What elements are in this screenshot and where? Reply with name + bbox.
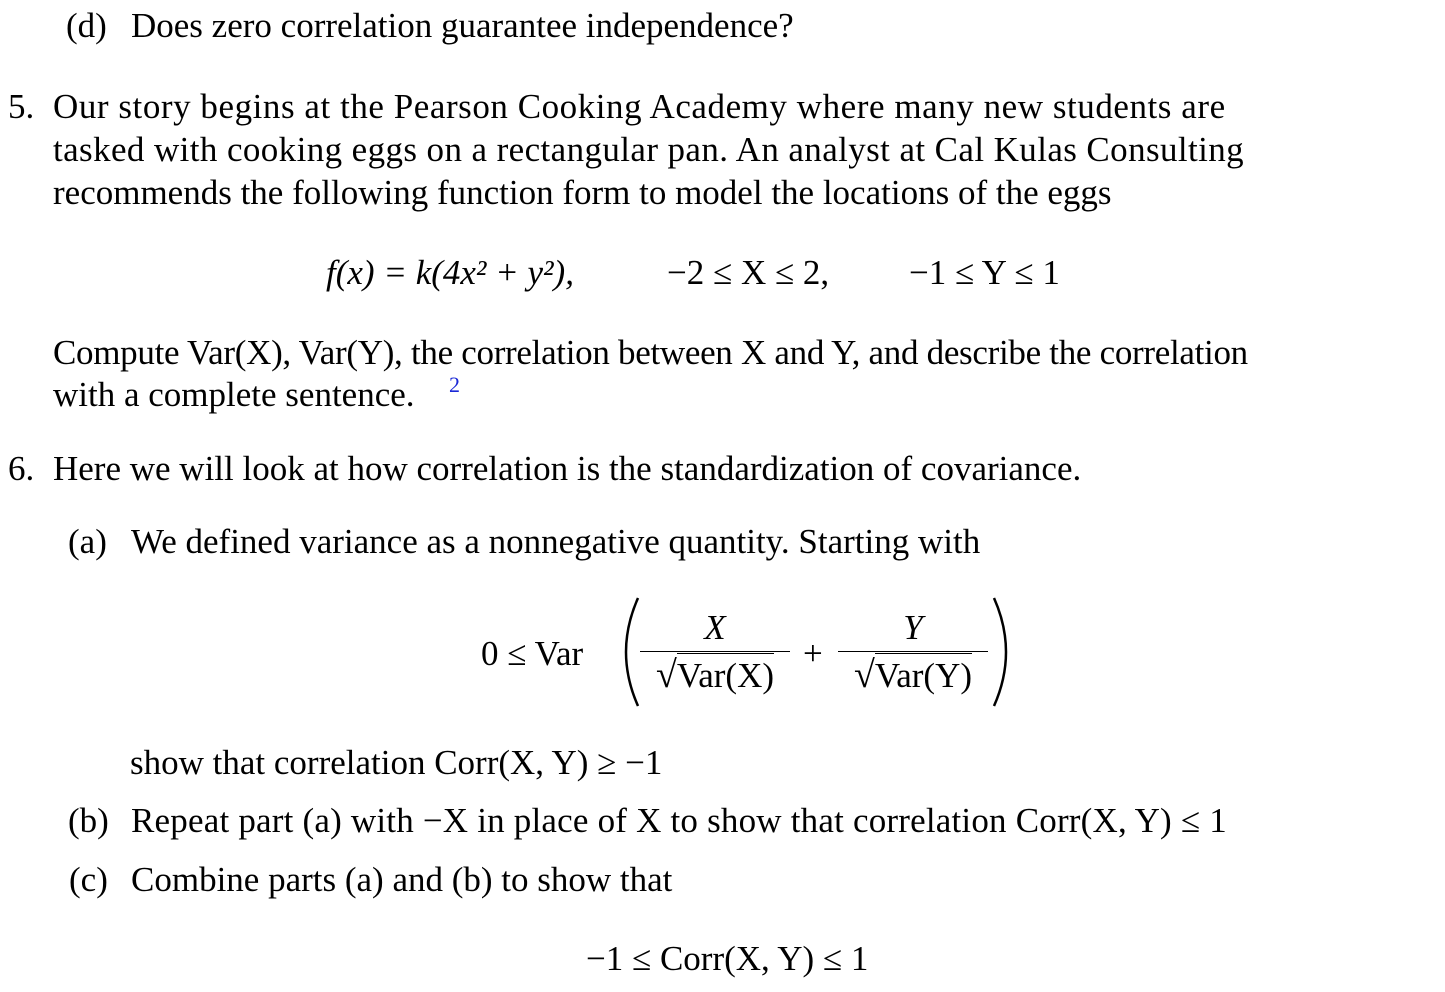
q6-number: 6. xyxy=(8,449,35,488)
footnote-reference[interactable]: 2 xyxy=(449,372,460,397)
q6a-label: (a) xyxy=(68,522,107,561)
q6a-frac2-denominator: Var(Y) xyxy=(875,653,972,695)
q4d-label: (d) xyxy=(66,6,107,45)
q6a-frac2-numerator: Y xyxy=(903,608,923,647)
q6a-fraction-2: Y √Var(Y) xyxy=(838,610,988,694)
q6b-text: Repeat part (a) with −X in place of X to show that correlation Corr(X, Y) ≤ 1 xyxy=(131,801,1227,840)
q6b-label: (b) xyxy=(68,801,109,840)
q6a-frac1-denominator: Var(X) xyxy=(677,653,774,695)
left-paren-large xyxy=(612,596,642,708)
q6a-text: We defined variance as a nonnegative quantity. Starting with xyxy=(131,522,981,561)
q6a-eq-prefix: 0 ≤ Var xyxy=(481,634,584,673)
q5-after-line-2: with a complete sentence. xyxy=(53,375,415,414)
q5-y-range: −1 ≤ Y ≤ 1 xyxy=(909,253,1060,292)
q5-line-1: Our story begins at the Pearson Cooking Academy where many new students are xyxy=(53,87,1226,126)
q5-x-range: −2 ≤ X ≤ 2, xyxy=(667,253,830,292)
q5-line-3: recommends the following function form to model the locations of the eggs xyxy=(53,173,1112,212)
q6c-equation: −1 ≤ Corr(X, Y) ≤ 1 xyxy=(586,939,869,978)
q5-density-function: f(x) = k(4x² + y²), xyxy=(326,253,574,292)
q6a-frac1-numerator: X xyxy=(704,608,726,647)
q5-after-line-1: Compute Var(X), Var(Y), the correlation between X and Y, and describe the correlation xyxy=(53,333,1248,372)
q6a-plus: + xyxy=(803,634,823,673)
q6c-label: (c) xyxy=(69,860,108,899)
q5-number: 5. xyxy=(8,87,35,126)
right-paren-large xyxy=(990,596,1020,708)
q5-line-2: tasked with cooking eggs on a rectangular pan. An analyst at Cal Kulas Consulting xyxy=(53,130,1245,169)
q6-intro: Here we will look at how correlation is the standardization of covariance. xyxy=(53,449,1082,488)
q6a-fraction-1: X √Var(X) xyxy=(640,610,790,694)
q6c-text: Combine parts (a) and (b) to show that xyxy=(131,860,673,899)
q6a-after: show that correlation Corr(X, Y) ≥ −1 xyxy=(130,743,663,782)
q4d-text: Does zero correlation guarantee independence? xyxy=(131,6,794,45)
